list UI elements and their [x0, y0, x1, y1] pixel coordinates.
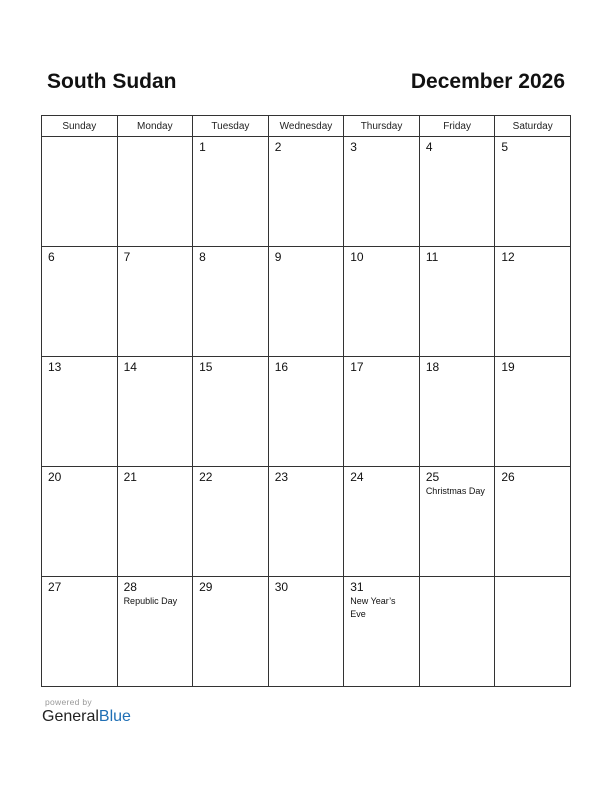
day-cell	[495, 467, 571, 577]
day-cell	[193, 577, 269, 687]
day-cell	[344, 357, 420, 467]
day-cell-content	[269, 247, 344, 264]
day-cell-content	[42, 247, 117, 264]
day-number: 16	[274, 360, 289, 374]
weekday-header: Monday	[117, 116, 193, 137]
day-cell-content	[193, 137, 268, 154]
week-row	[42, 577, 571, 687]
calendar-grid	[41, 115, 571, 687]
day-cell	[419, 137, 495, 247]
day-cell	[193, 357, 269, 467]
weekday-header: Friday	[419, 116, 495, 137]
day-cell-content	[193, 467, 268, 484]
day-number: 8	[199, 250, 206, 264]
day-number: 1	[199, 140, 206, 154]
day-cell-content	[495, 577, 570, 581]
brand-general: General	[42, 708, 99, 725]
day-number: 25	[425, 470, 440, 484]
day-number: 31	[350, 580, 364, 594]
day-cell	[495, 247, 571, 357]
day-cell	[42, 247, 118, 357]
day-number: 9	[274, 250, 282, 264]
day-cell-content	[269, 137, 344, 154]
day-number: 11	[425, 250, 439, 264]
day-cell-content	[269, 357, 344, 374]
day-cell	[42, 577, 118, 687]
day-cell-content	[420, 247, 495, 264]
day-cell-content	[420, 467, 495, 498]
week-row	[42, 247, 571, 357]
day-cell	[268, 247, 344, 357]
day-number: 28	[123, 580, 137, 594]
weekday-header: Sunday	[42, 116, 118, 137]
day-cell	[268, 467, 344, 577]
day-cell-content	[193, 247, 268, 264]
day-number: 20	[48, 470, 62, 484]
day-cell-content	[42, 577, 117, 594]
month-year-title: December 2026	[410, 70, 565, 93]
day-cell-content	[193, 577, 268, 594]
day-cell-content	[344, 137, 419, 154]
day-cell-content	[118, 357, 193, 374]
day-cell-content	[42, 467, 117, 484]
day-cell-content	[269, 577, 344, 594]
day-cell	[117, 247, 193, 357]
day-cell	[117, 577, 193, 687]
day-number: 13	[48, 360, 62, 374]
generalblue-logo	[42, 708, 131, 726]
day-cell-content	[495, 247, 570, 264]
day-cell	[344, 137, 420, 247]
weekday-header: Saturday	[495, 116, 571, 137]
weekday-header: Thursday	[344, 116, 420, 137]
day-number: 27	[48, 580, 62, 594]
day-cell-content	[495, 357, 570, 374]
day-cell	[193, 247, 269, 357]
day-number: 6	[48, 250, 55, 264]
day-cell	[117, 357, 193, 467]
holiday-label: Christmas Day	[425, 486, 485, 496]
day-cell-content	[118, 137, 193, 141]
day-number: 29	[199, 580, 213, 594]
day-cell	[42, 467, 118, 577]
country-title: South Sudan	[47, 70, 177, 93]
weekday-header: Tuesday	[193, 116, 269, 137]
day-cell-content	[344, 577, 419, 621]
empty-day-cell	[495, 577, 571, 687]
day-number: 21	[123, 470, 137, 484]
footer-branding	[42, 697, 131, 726]
day-cell	[344, 577, 420, 687]
day-cell	[268, 137, 344, 247]
day-cell	[495, 357, 571, 467]
day-cell	[419, 467, 495, 577]
day-cell-content	[420, 357, 495, 374]
day-number: 30	[274, 580, 289, 594]
day-number: 3	[350, 140, 357, 154]
day-number: 14	[123, 360, 137, 374]
day-number: 10	[350, 250, 364, 264]
day-cell-content	[193, 357, 268, 374]
day-cell	[268, 357, 344, 467]
day-cell	[193, 467, 269, 577]
day-cell-content	[344, 357, 419, 374]
day-cell-content	[269, 467, 344, 484]
day-number: 18	[425, 360, 440, 374]
day-cell-content	[118, 467, 193, 484]
calendar-body	[42, 137, 571, 687]
day-cell	[117, 467, 193, 577]
day-cell-content	[42, 137, 117, 141]
day-number: 26	[501, 470, 515, 484]
day-number: 15	[199, 360, 213, 374]
day-cell-content	[420, 577, 495, 581]
day-cell	[344, 467, 420, 577]
week-row	[42, 357, 571, 467]
day-number: 24	[350, 470, 364, 484]
day-cell-content	[344, 467, 419, 484]
day-cell-content	[344, 247, 419, 264]
day-number: 23	[274, 470, 289, 484]
day-cell	[268, 577, 344, 687]
empty-day-cell	[419, 577, 495, 687]
day-number: 12	[501, 250, 515, 264]
day-cell	[193, 137, 269, 247]
holiday-label: New Year’s Eve	[350, 596, 396, 619]
day-cell-content	[495, 137, 570, 154]
brand-blue: Blue	[98, 708, 131, 725]
day-number: 2	[274, 140, 282, 154]
day-cell-content	[420, 137, 495, 154]
empty-day-cell	[117, 137, 193, 247]
holiday-label: Republic Day	[123, 596, 178, 606]
day-cell	[495, 137, 571, 247]
day-number: 7	[123, 250, 131, 264]
day-cell	[344, 247, 420, 357]
day-cell-content	[42, 357, 117, 374]
week-row	[42, 137, 571, 247]
day-cell	[42, 357, 118, 467]
weekday-header: Wednesday	[268, 116, 344, 137]
week-row	[42, 467, 571, 577]
day-number: 17	[350, 360, 364, 374]
day-number: 4	[425, 140, 433, 154]
day-cell-content	[495, 467, 570, 484]
day-cell	[419, 357, 495, 467]
day-cell-content	[118, 577, 193, 608]
day-cell	[419, 247, 495, 357]
day-cell-content	[118, 247, 193, 264]
day-number: 19	[501, 360, 515, 374]
day-number: 5	[501, 140, 509, 154]
weekday-header-row	[42, 116, 571, 137]
day-number: 22	[199, 470, 213, 484]
empty-day-cell	[42, 137, 118, 247]
powered-by-text: powered by	[45, 697, 92, 707]
